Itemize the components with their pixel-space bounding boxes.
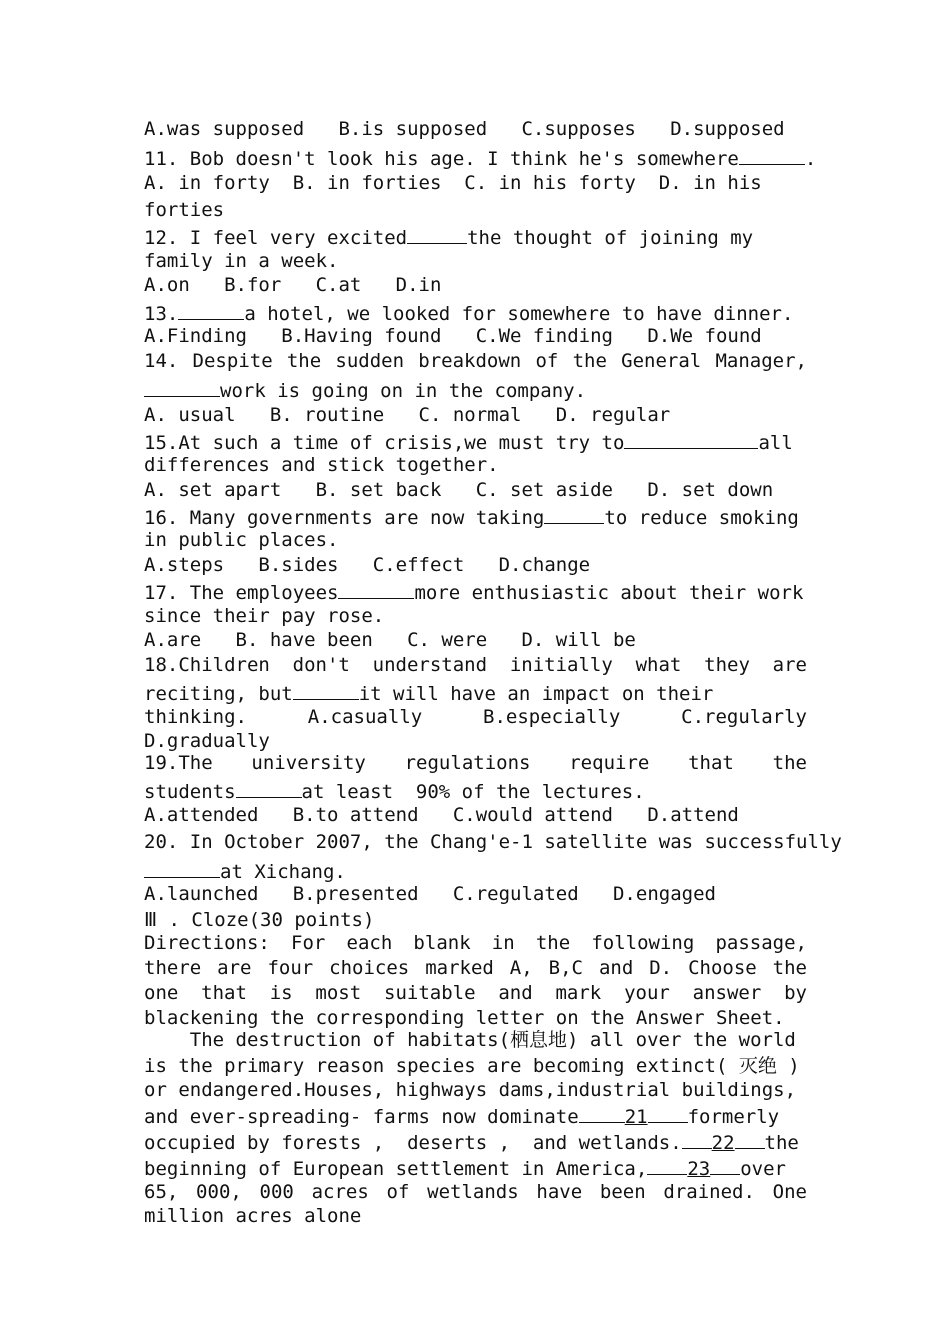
q15-text: 15.At such a time of crisis,we must try to bbox=[144, 432, 625, 454]
q17-text: 17. The employees bbox=[144, 582, 339, 604]
q20-stem-cont bbox=[144, 857, 346, 882]
q16-stem bbox=[144, 503, 799, 528]
q12-options: A.on B.for C.at D.in bbox=[144, 274, 442, 296]
answer-blank bbox=[338, 578, 414, 599]
q17-options: A.are B. have been C. were D. will be bbox=[144, 629, 636, 651]
q15-text-end: all bbox=[758, 432, 793, 454]
q19-text-end: at least 90% of the lectures. bbox=[301, 781, 645, 803]
answer-blank bbox=[293, 679, 359, 700]
cloze-blank bbox=[647, 1154, 687, 1175]
q10-options: A.was supposed B.is supposed C.supposes D.supposed bbox=[144, 118, 785, 140]
passage-line: is the primary reason species are becoming extinct( 灭绝 ) bbox=[144, 1055, 800, 1077]
directions-text: there are four choices marked A, B,C and D. Choose the bbox=[144, 957, 807, 979]
cloze-blank bbox=[648, 1102, 688, 1123]
passage-text: and ever-spreading- farms now dominate bbox=[144, 1106, 579, 1128]
q15-stem bbox=[144, 428, 793, 453]
passage-line-22 bbox=[144, 1128, 799, 1153]
q12-text: 12. I feel very excited bbox=[144, 227, 408, 249]
answer-blank bbox=[144, 857, 220, 878]
q18-text: reciting, but bbox=[144, 683, 293, 705]
q16-options: A.steps B.sides C.effect D.change bbox=[144, 554, 591, 576]
q13-stem bbox=[144, 299, 793, 324]
q11-stem bbox=[144, 144, 816, 169]
q15-options: A. set apart B. set back C. set aside D. set down bbox=[144, 479, 774, 501]
cloze-number: 22 bbox=[711, 1132, 735, 1154]
q16-text: 16. Many governments are now taking bbox=[144, 507, 545, 529]
directions-text: blackening the corresponding letter on the Answer Sheet. bbox=[144, 1007, 785, 1029]
q14-stem-cont bbox=[144, 376, 586, 401]
passage-line-21 bbox=[144, 1102, 779, 1127]
q19-stem-cont bbox=[144, 777, 645, 802]
q20-options: A.launched B.presented C.regulated D.engaged bbox=[144, 883, 716, 905]
answer-blank bbox=[544, 503, 604, 524]
cloze-blank bbox=[579, 1102, 625, 1123]
q19-text: students bbox=[144, 781, 236, 803]
q19-stem: 19.The university regulations require that the bbox=[144, 752, 807, 774]
section-heading: Ⅲ . Cloze(30 points) bbox=[144, 909, 375, 931]
passage-text: over bbox=[740, 1158, 786, 1180]
q14-options: A. usual B. routine C. normal D. regular bbox=[144, 404, 671, 426]
passage-line: or endangered.Houses, highways dams,industrial buildings, bbox=[144, 1079, 797, 1101]
cloze-number: 23 bbox=[687, 1158, 711, 1180]
passage-text: beginning of European settlement in America, bbox=[144, 1158, 648, 1180]
answer-blank bbox=[236, 777, 302, 798]
q16-stem-cont: in public places. bbox=[144, 529, 339, 551]
passage-text: formerly bbox=[687, 1106, 780, 1128]
q16-text-end: to reduce smoking bbox=[604, 507, 799, 529]
answer-blank bbox=[624, 428, 758, 449]
directions-text: Directions: For each blank in the following passage, bbox=[144, 932, 807, 954]
q17-text-end: more enthusiastic about their work bbox=[414, 582, 804, 604]
q13-text: a hotel, we looked for somewhere to have dinner. bbox=[244, 303, 794, 325]
cloze-blank bbox=[735, 1128, 765, 1149]
q15-stem-cont: differences and stick together. bbox=[144, 454, 499, 476]
answer-blank bbox=[144, 376, 220, 397]
passage-line: million acres alone bbox=[144, 1205, 362, 1227]
answer-blank bbox=[739, 144, 805, 165]
q13-options: A.Finding B.Having found C.We finding D.We found bbox=[144, 325, 762, 347]
q12-text-end: the thought of joining my bbox=[467, 227, 754, 249]
q17-stem-cont: since their pay rose. bbox=[144, 605, 385, 627]
q14-stem: 14. Despite the sudden breakdown of the General Manager, bbox=[144, 350, 807, 372]
q20-text: at Xichang. bbox=[220, 861, 346, 883]
passage-line: The destruction of habitats(栖息地) all over the world bbox=[144, 1029, 796, 1051]
q18-text-end: it will have an impact on their bbox=[358, 683, 714, 705]
q11-text-end: . bbox=[804, 148, 817, 170]
q13-number: 13. bbox=[144, 303, 179, 325]
q20-stem: 20. In October 2007, the Chang'e-1 satellite was successfully bbox=[144, 831, 842, 853]
q14-text: work is going on in the company. bbox=[220, 380, 587, 402]
directions-text: one that is most suitable and mark your answer by bbox=[144, 982, 807, 1004]
passage-line: 65, 000, 000 acres of wetlands have been drained. One bbox=[144, 1181, 807, 1203]
q17-stem bbox=[144, 578, 803, 603]
q18-options: thinking. A.casually B.especially C.regularly bbox=[144, 706, 807, 728]
q11-text: 11. Bob doesn't look his age. I think he's somewhere bbox=[144, 148, 739, 170]
answer-blank bbox=[178, 299, 244, 320]
answer-blank bbox=[407, 223, 467, 244]
q12-stem-cont: family in a week. bbox=[144, 250, 339, 272]
q12-stem bbox=[144, 223, 753, 248]
cloze-blank bbox=[710, 1154, 740, 1175]
q11-options: A. in forty B. in forties C. in his forty D. in his bbox=[144, 172, 762, 194]
q19-options: A.attended B.to attend C.would attend D.attend bbox=[144, 804, 739, 826]
q18-stem-cont bbox=[144, 679, 713, 704]
passage-text: the bbox=[764, 1132, 799, 1154]
passage-line-23 bbox=[144, 1154, 786, 1179]
q18-options-cont: D.gradually bbox=[144, 730, 270, 752]
q18-stem: 18.Children don't understand initially what they are bbox=[144, 654, 807, 676]
passage-text: occupied by forests , deserts , and wetlands. bbox=[144, 1132, 682, 1154]
cloze-blank bbox=[682, 1128, 712, 1149]
cloze-number: 21 bbox=[624, 1106, 648, 1128]
q11-options-cont: forties bbox=[144, 199, 225, 221]
